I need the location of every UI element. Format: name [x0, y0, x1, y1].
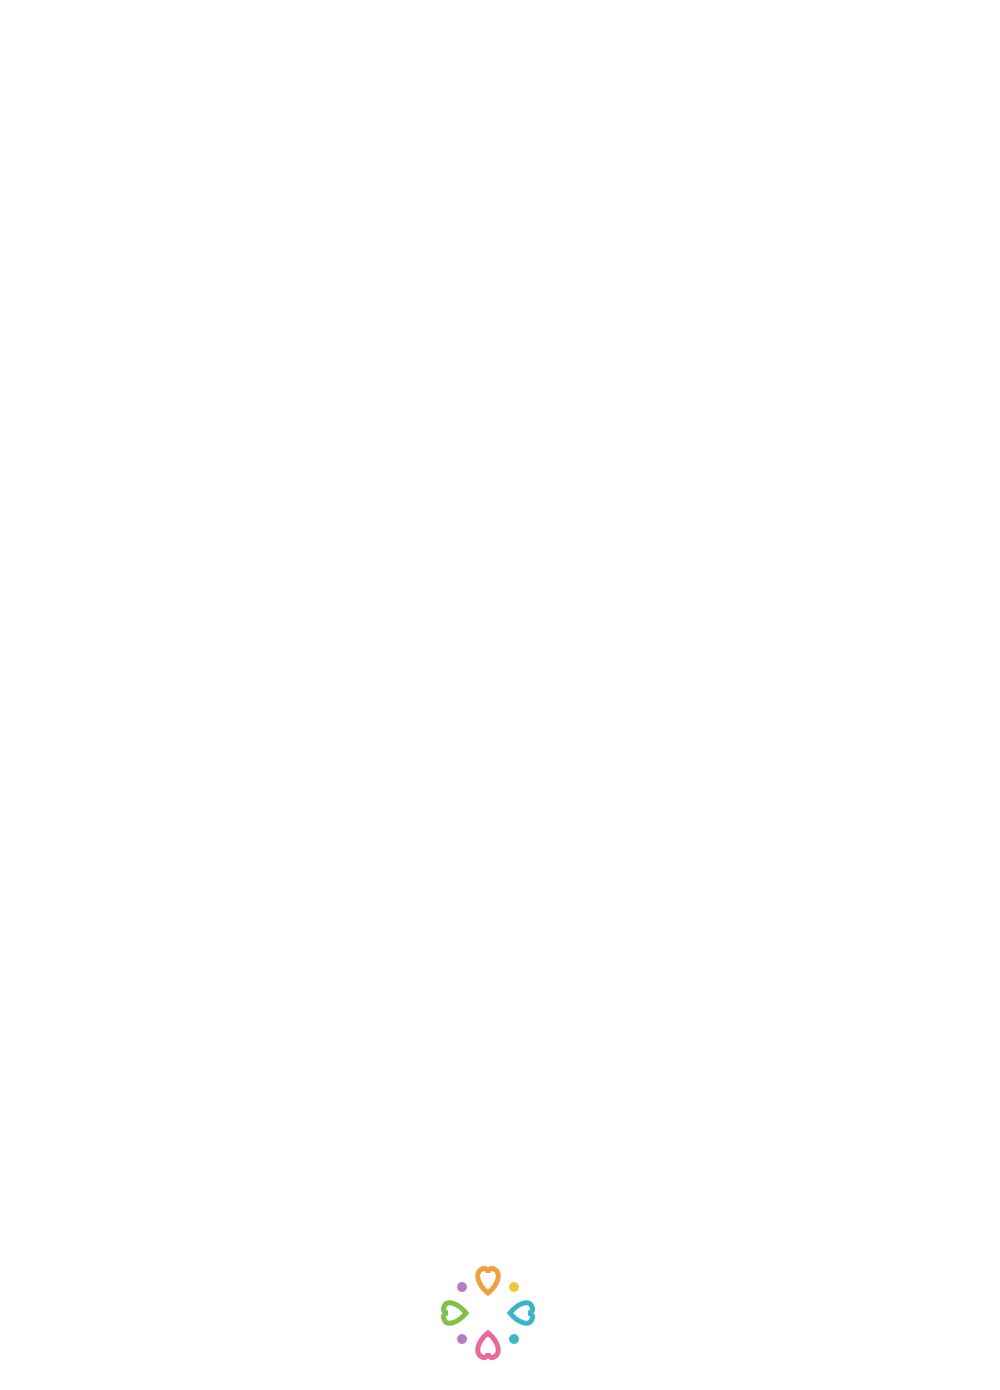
ornament-top-border-icon: [0, 0, 850, 95]
page-number-badge: [440, 1265, 536, 1361]
ornament-left-border-icon: [0, 95, 92, 765]
page-number-ornament-icon: [440, 1265, 536, 1361]
